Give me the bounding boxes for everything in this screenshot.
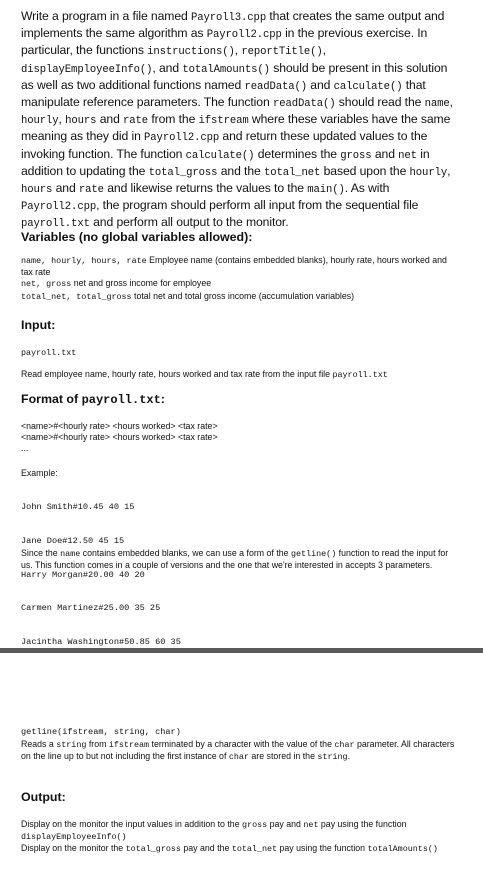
- intro-code: totalAmounts(): [182, 63, 270, 76]
- intro-text: from the: [148, 112, 199, 127]
- intro-code: Payroll2.cpp: [21, 201, 97, 214]
- format-lines: [21, 421, 461, 455]
- variables-heading: Variables (no global variables allowed):: [21, 230, 253, 244]
- format-heading-code: payroll.txt: [81, 393, 161, 407]
- intro-code: total_gross: [148, 166, 218, 179]
- intro-text: and: [52, 181, 79, 196]
- intro-code: Payroll2.cpp: [206, 29, 282, 42]
- intro-code: hours: [65, 115, 97, 128]
- output-text: Display on the monitor the input values in addition to the: [21, 819, 243, 829]
- intro-text: that creates the same output and implements the same algorithm as: [21, 9, 445, 41]
- getline-explanation: [21, 548, 461, 571]
- intro-code: calculate(): [333, 80, 403, 93]
- intro-text: should be present in this solution as well as two additional functions named: [21, 60, 448, 92]
- output-line: [21, 843, 461, 855]
- since-text: function to read the input for us. This function comes in a couple of versions and the one that we're interested in accepts 3 parameters.: [21, 548, 449, 571]
- intro-text: . As with: [344, 181, 390, 196]
- intro-code: readData(): [272, 98, 336, 111]
- getline-signature: getline(ifstream, string, char): [21, 727, 181, 737]
- input-file: [21, 347, 461, 359]
- intro-code: displayEmployeeInfo(): [21, 63, 153, 76]
- variable-description: net and gross income for employee: [71, 278, 212, 289]
- getline-text: Reads a: [21, 739, 57, 749]
- intro-code: net: [398, 149, 417, 162]
- getline-code: string: [317, 752, 348, 763]
- intro-text: ,: [447, 163, 451, 178]
- intro-text: ,: [234, 43, 242, 58]
- intro-code: hourly: [409, 166, 448, 179]
- output-code: gross: [242, 820, 268, 830]
- intro-code: rate: [123, 115, 149, 128]
- variable-names: total_net, total_gross: [21, 291, 132, 302]
- output-code: totalAmounts(): [367, 844, 438, 855]
- intro-code: calculate(): [185, 149, 255, 162]
- intro-text: determines the: [254, 146, 341, 161]
- since-text: Since the: [21, 548, 61, 558]
- variable-line: [21, 291, 461, 303]
- intro-code: hourly: [21, 115, 59, 128]
- intro-text: and return these updated values to the invoking function. The function: [21, 129, 428, 161]
- intro-code: gross: [340, 149, 372, 162]
- intro-text: should read the: [335, 95, 425, 110]
- example-line: Carmen Martinez#25.00 35 25: [21, 603, 161, 614]
- getline-code: char: [334, 740, 355, 750]
- variable-names: net, gross: [21, 279, 72, 290]
- output-text: Display on the monitor the: [21, 843, 126, 854]
- variable-description: total net and total gross income (accumulation variables): [131, 290, 355, 301]
- variables-section: [21, 230, 461, 244]
- getline-text: .: [347, 751, 351, 762]
- getline-text: from: [86, 739, 109, 749]
- intro-text: and: [307, 77, 334, 92]
- intro-text: ,: [322, 43, 326, 58]
- format-line: <name>#<hourly rate> <hours worked> <tax rate>: [21, 432, 218, 443]
- intro-text: , the program should perform all input from the sequential file: [96, 198, 419, 213]
- getline-code: ifstream: [108, 740, 150, 750]
- intro-text: and likewise returns the values to the: [103, 181, 308, 196]
- intro-code: payroll.txt: [21, 218, 90, 231]
- output-text: pay using the function: [318, 819, 407, 829]
- getline-code: string: [56, 740, 87, 750]
- intro-text: that manipulate reference parameters. The function: [21, 77, 426, 110]
- output-heading: Output:: [21, 790, 66, 804]
- example-block: [21, 480, 461, 670]
- input-filename: payroll.txt: [21, 348, 77, 358]
- intro-code: total_net: [264, 166, 321, 179]
- format-heading: [21, 392, 461, 407]
- intro-code: rate: [78, 184, 104, 197]
- input-desc-text: Read employee name, hourly rate, hours worked and tax rate from the input file: [21, 369, 333, 379]
- format-section: [21, 392, 461, 407]
- intro-text: and: [96, 112, 124, 127]
- input-section: [21, 318, 461, 332]
- intro-text: and the: [217, 163, 264, 178]
- intro-code: ifstream: [198, 115, 249, 128]
- intro-paragraph: [21, 9, 461, 233]
- example-line: John Smith#10.45 40 15: [21, 502, 135, 513]
- intro-text: where these variables have the same meaning as they did in: [21, 112, 451, 144]
- intro-text: in the previous exercise. In particular, the functions: [21, 26, 428, 58]
- intro-text: Write a program in a file named: [21, 9, 191, 23]
- variables-list: [21, 255, 461, 303]
- variable-line: [21, 255, 461, 278]
- variable-description: Employee name (contains embedded blanks), hourly rate, hours worked and tax rate: [21, 255, 447, 278]
- intro-text: in addition to updating the: [21, 146, 430, 178]
- since-code: name: [60, 549, 81, 559]
- intro-code: hours: [21, 184, 53, 197]
- intro-code: Payroll2.cpp: [144, 132, 220, 145]
- input-desc-code: payroll.txt: [332, 370, 388, 380]
- page-divider: [0, 648, 483, 653]
- output-text: pay using the function: [277, 843, 368, 854]
- output-section: [21, 790, 461, 804]
- input-description: [21, 369, 461, 381]
- output-code: total_gross: [125, 844, 181, 855]
- example-label: Example:: [21, 468, 58, 478]
- intro-code: name: [424, 98, 450, 111]
- intro-code: instructions(): [147, 46, 235, 59]
- output-line: [21, 819, 461, 843]
- intro-text: and perform all output to the monitor.: [89, 215, 289, 230]
- document-page-2: [0, 656, 483, 871]
- since-code: getline(): [291, 549, 337, 559]
- output-description: [21, 819, 461, 856]
- format-line: <name>#<hourly rate> <hours worked> <tax rate>: [21, 421, 218, 431]
- variable-line: [21, 278, 461, 290]
- output-code: total_net: [231, 844, 278, 855]
- format-heading-colon: :: [160, 392, 165, 406]
- intro-text: based upon the: [320, 163, 410, 178]
- variable-names: name, hourly, hours, rate: [21, 256, 147, 266]
- since-text: contains embedded blanks, we can use a form of the: [80, 548, 291, 558]
- getline-description: [21, 739, 461, 763]
- output-text: pay and: [267, 819, 304, 829]
- getline-code: char: [228, 752, 249, 763]
- example-line: Harry Morgan#20.00 40 20: [21, 569, 145, 580]
- output-text: pay and the: [180, 843, 232, 854]
- intro-text: ,: [58, 112, 66, 127]
- intro-text: ,: [449, 95, 453, 110]
- getline-text: terminated by a character with the value of the: [149, 739, 335, 749]
- intro-code: main(): [307, 184, 345, 197]
- example-line: Jacintha Washington#50.85 60 35: [21, 636, 181, 647]
- intro-code: readData(): [244, 80, 308, 93]
- intro-code: Payroll3.cpp: [190, 12, 267, 24]
- example-line: Jane Doe#12.50 45 15: [21, 536, 125, 547]
- output-code: displayEmployeeInfo(): [21, 832, 127, 843]
- intro-code: reportTitle(): [241, 46, 323, 59]
- intro-text: and: [371, 146, 399, 161]
- intro-text: , and: [152, 60, 183, 75]
- getline-text: are stored in the: [248, 751, 318, 762]
- format-heading-text: Format of: [21, 392, 82, 406]
- getline-text: parameter. All characters on the line up to but not including the first instance of: [21, 739, 455, 762]
- input-heading: Input:: [21, 318, 56, 332]
- format-line: ...: [21, 443, 29, 454]
- output-code: net: [303, 820, 319, 830]
